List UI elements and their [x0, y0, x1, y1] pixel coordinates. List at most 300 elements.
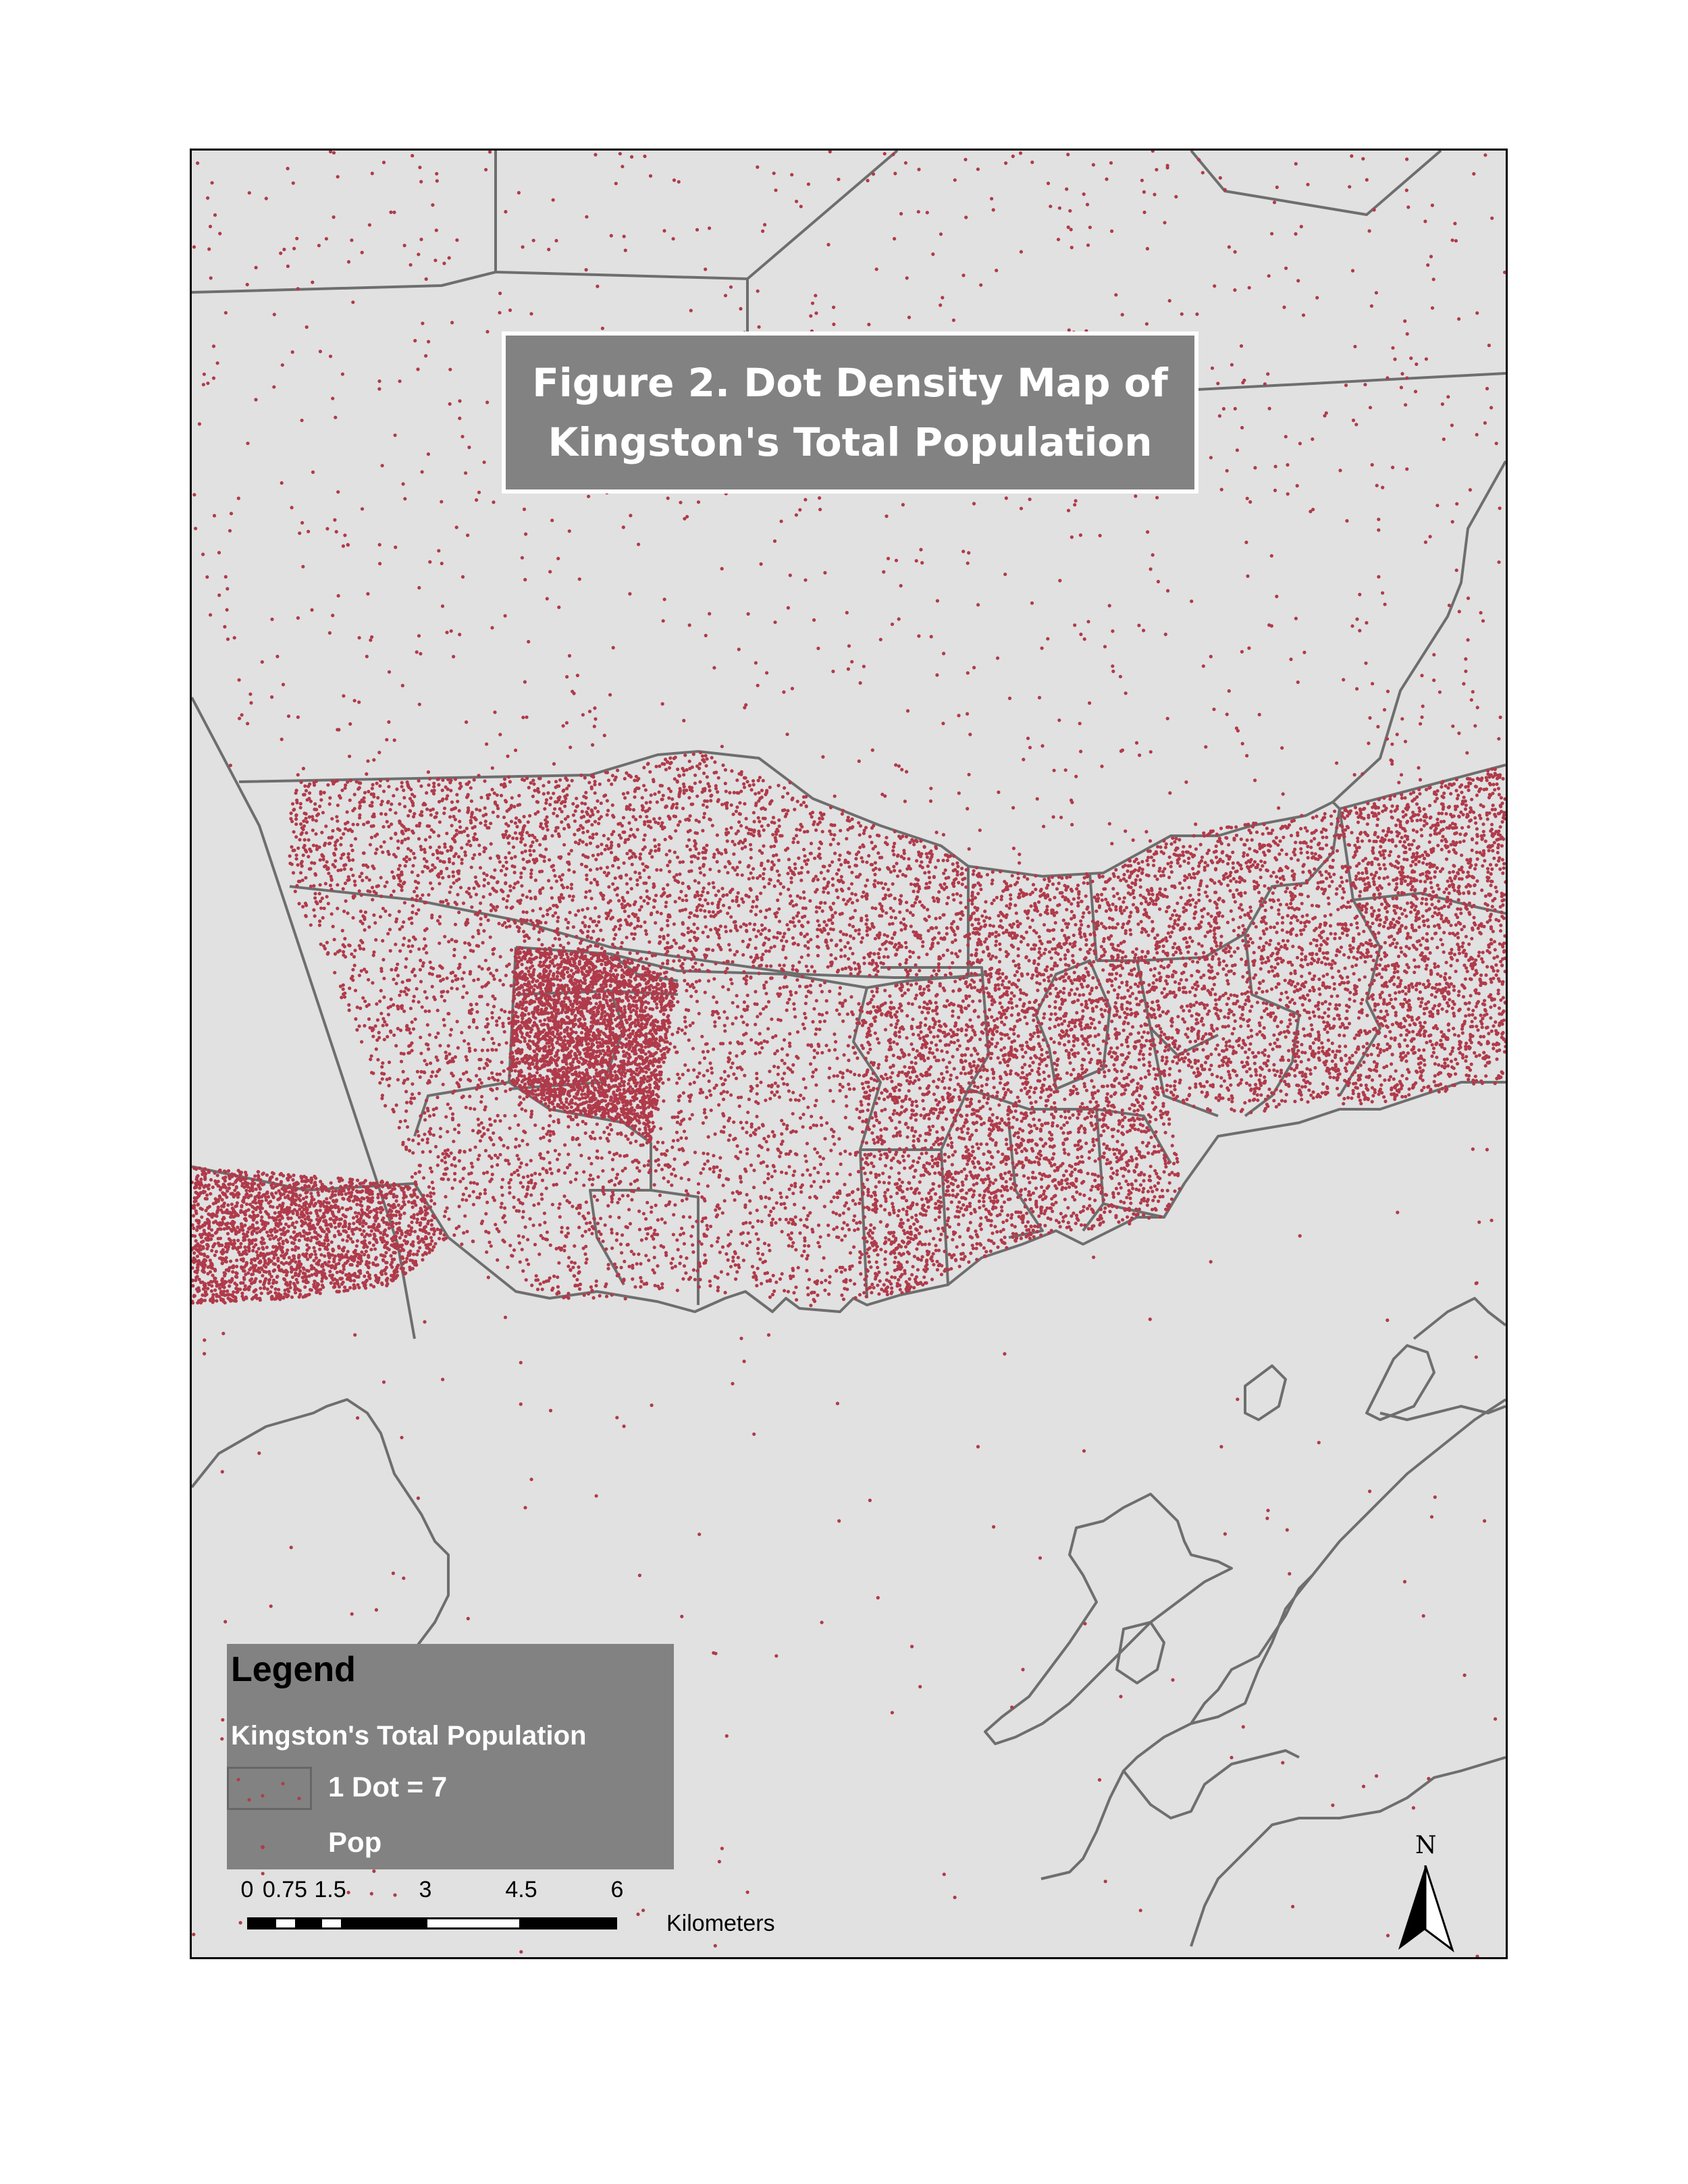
population-dot: [448, 815, 452, 818]
population-dot: [679, 501, 682, 504]
population-dot: [452, 874, 455, 878]
population-dot: [541, 1287, 544, 1291]
population-dot: [764, 927, 767, 930]
shoreline: [1124, 1751, 1299, 1818]
population-dot: [1242, 379, 1246, 382]
population-dot: [959, 901, 962, 905]
population-dot: [460, 846, 463, 849]
population-dot: [822, 877, 826, 880]
population-dot: [656, 801, 659, 804]
population-dot: [799, 823, 802, 826]
population-dot: [699, 1171, 702, 1175]
population-dot: [313, 897, 317, 900]
population-dot: [731, 1259, 735, 1262]
population-dot: [292, 849, 295, 852]
population-dot: [325, 941, 329, 944]
population-dot: [770, 868, 773, 871]
population-dot: [905, 946, 908, 949]
population-dot: [302, 820, 305, 823]
population-dot: [809, 1062, 812, 1065]
population-dot: [681, 1199, 684, 1202]
population-dot: [351, 300, 354, 304]
population-dot: [654, 820, 657, 824]
population-dot: [302, 767, 305, 770]
population-dot: [226, 637, 230, 641]
population-dot: [706, 775, 709, 778]
population-dot: [843, 945, 847, 949]
population-dot: [664, 901, 668, 904]
population-dot: [401, 980, 404, 984]
population-dot: [1309, 510, 1312, 513]
population-dot: [321, 811, 325, 814]
population-dot: [950, 951, 953, 955]
population-dot: [964, 885, 968, 888]
population-dot: [897, 617, 901, 620]
population-dot: [1352, 419, 1355, 422]
population-dot: [332, 215, 336, 219]
population-dot: [498, 292, 502, 295]
population-dot: [864, 884, 867, 888]
population-dot: [1414, 390, 1417, 393]
population-dot: [633, 915, 637, 918]
population-dot: [352, 823, 355, 826]
population-dot: [346, 821, 349, 824]
population-dot: [726, 960, 729, 963]
population-dot: [440, 500, 443, 504]
population-dot: [706, 1152, 710, 1156]
population-dot: [302, 853, 305, 857]
population-dot: [708, 612, 711, 616]
population-dot: [374, 851, 377, 855]
population-dot: [450, 808, 453, 811]
population-dot: [666, 883, 669, 886]
population-dot: [860, 1100, 863, 1103]
population-dot: [1110, 842, 1113, 845]
population-dot: [704, 857, 707, 860]
population-dot: [747, 1231, 750, 1235]
population-dot: [246, 722, 249, 725]
population-dot: [385, 880, 388, 884]
population-dot: [1151, 553, 1155, 556]
population-dot: [761, 1252, 764, 1256]
population-dot: [575, 1031, 578, 1034]
population-dot: [516, 880, 519, 884]
population-dot: [552, 1183, 556, 1187]
population-dot: [288, 854, 292, 857]
population-dot: [693, 774, 697, 777]
population-dot: [295, 789, 298, 792]
population-dot: [371, 981, 374, 984]
population-dot: [945, 853, 949, 857]
population-dot: [658, 935, 662, 938]
population-dot: [325, 237, 328, 240]
population-dot: [449, 885, 452, 888]
population-dot: [1253, 778, 1257, 782]
population-dot: [438, 1044, 442, 1047]
population-dot: [1376, 725, 1379, 728]
population-dot: [405, 855, 408, 859]
population-dot: [695, 818, 698, 822]
population-dot: [371, 864, 374, 868]
population-dot: [546, 828, 550, 832]
population-dot: [540, 943, 544, 947]
population-dot: [681, 860, 685, 863]
population-dot: [693, 855, 697, 858]
population-dot: [1070, 535, 1074, 539]
population-dot: [457, 878, 460, 881]
population-dot: [847, 1044, 850, 1047]
population-dot: [957, 791, 961, 795]
population-dot: [863, 961, 866, 965]
population-dot: [862, 956, 866, 959]
population-dot: [907, 316, 911, 319]
population-dot: [827, 1292, 830, 1296]
population-dot: [568, 529, 571, 533]
population-dot: [361, 250, 364, 254]
population-dot: [735, 1077, 738, 1080]
population-dot: [887, 888, 890, 891]
population-dot: [944, 868, 947, 872]
population-dot: [889, 907, 893, 910]
population-dot: [1275, 186, 1279, 189]
population-dot: [519, 876, 523, 879]
population-dot: [340, 853, 344, 857]
population-dot: [336, 883, 339, 886]
population-dot: [1057, 718, 1061, 722]
population-dot: [523, 824, 526, 828]
population-dot: [381, 800, 384, 803]
population-dot: [473, 832, 477, 836]
population-dot: [459, 886, 463, 889]
population-dot: [616, 1201, 619, 1204]
population-dot: [408, 917, 411, 920]
population-dot: [424, 1009, 427, 1013]
population-dot: [596, 1222, 600, 1225]
population-dot: [758, 797, 762, 800]
population-dot: [710, 902, 714, 905]
population-dot: [594, 1284, 598, 1287]
population-dot: [623, 1260, 626, 1263]
population-dot: [458, 633, 461, 636]
population-dot: [635, 883, 639, 886]
population-dot: [948, 966, 951, 969]
population-dot: [749, 1163, 753, 1167]
population-dot: [481, 1048, 484, 1052]
population-dot: [744, 703, 747, 707]
population-dot: [841, 809, 845, 812]
population-dot: [254, 398, 257, 401]
population-dot: [300, 521, 304, 525]
population-dot: [738, 861, 741, 864]
population-dot: [623, 861, 626, 865]
population-dot: [290, 506, 294, 509]
population-dot: [579, 1283, 582, 1286]
population-dot: [1267, 274, 1271, 277]
population-dot: [417, 824, 421, 828]
population-dot: [419, 652, 422, 656]
population-dot: [517, 803, 520, 807]
population-dot: [450, 824, 454, 827]
population-dot: [589, 1162, 593, 1165]
population-dot: [428, 972, 431, 976]
population-dot: [704, 925, 708, 928]
population-dot: [1464, 658, 1467, 661]
population-dot: [787, 1090, 791, 1093]
population-dot: [1235, 726, 1238, 730]
population-dot: [756, 1219, 760, 1223]
population-dot: [811, 1230, 814, 1233]
population-dot: [782, 935, 785, 938]
population-dot: [334, 841, 338, 844]
population-dot: [440, 870, 443, 873]
population-dot: [531, 834, 534, 837]
population-dot: [871, 749, 874, 752]
population-dot: [458, 1078, 462, 1082]
population-dot: [835, 944, 838, 947]
population-dot: [397, 876, 400, 880]
population-dot: [323, 791, 326, 794]
population-dot: [743, 1074, 746, 1077]
population-dot: [290, 845, 293, 849]
population-dot: [567, 862, 571, 865]
population-dot: [523, 815, 526, 818]
population-dot: [888, 922, 891, 926]
population-dot: [820, 1269, 824, 1272]
population-dot: [809, 1304, 812, 1307]
population-dot: [525, 1163, 528, 1167]
population-dot: [524, 1225, 527, 1229]
population-dot: [427, 340, 430, 344]
population-dot: [751, 867, 755, 870]
population-dot: [1390, 762, 1394, 766]
population-dot: [300, 860, 304, 863]
population-dot: [494, 1048, 498, 1052]
population-dot: [402, 789, 405, 792]
population-dot: [602, 1131, 606, 1134]
population-dot: [913, 883, 916, 886]
population-dot: [791, 1070, 794, 1073]
population-dot: [629, 514, 632, 517]
population-dot: [783, 1289, 786, 1292]
population-dot: [851, 901, 854, 905]
population-dot: [528, 849, 531, 852]
population-dot: [714, 784, 718, 787]
population-dot: [697, 968, 701, 971]
population-dot: [621, 941, 624, 944]
population-dot: [697, 852, 701, 855]
population-dot: [567, 868, 571, 872]
population-dot: [379, 803, 383, 806]
population-dot: [899, 212, 903, 215]
population-dot: [631, 815, 635, 818]
population-dot: [379, 989, 383, 992]
population-dot: [1036, 797, 1039, 801]
population-dot: [741, 953, 745, 957]
population-dot: [456, 1046, 460, 1050]
population-dot: [1233, 288, 1236, 292]
population-dot: [760, 963, 763, 967]
population-dot: [676, 855, 679, 859]
boundary-line: [747, 151, 897, 279]
population-dot: [660, 821, 664, 824]
population-dot: [255, 266, 258, 269]
population-dot: [585, 1221, 588, 1225]
population-dot: [610, 1179, 613, 1182]
population-dot: [296, 287, 300, 290]
population-dot: [741, 841, 745, 845]
population-dot: [637, 543, 640, 546]
population-dot: [632, 808, 635, 811]
population-dot: [628, 923, 631, 926]
population-dot: [496, 881, 499, 884]
population-dot: [1070, 801, 1074, 804]
population-dot: [381, 1094, 384, 1097]
population-dot: [1155, 168, 1158, 171]
population-dot: [421, 321, 424, 325]
population-dot: [319, 858, 322, 861]
population-dot: [502, 836, 505, 839]
population-dot: [585, 890, 588, 894]
population-dot: [1432, 277, 1435, 281]
population-dot: [203, 373, 206, 376]
population-dot: [858, 1256, 862, 1259]
population-dot: [675, 806, 679, 809]
population-dot: [735, 994, 739, 997]
population-dot: [891, 882, 895, 886]
population-dot: [995, 269, 998, 272]
population-dot: [847, 667, 850, 670]
population-dot: [872, 926, 875, 929]
population-dot: [545, 798, 548, 801]
population-dot: [594, 780, 597, 783]
population-dot: [755, 935, 758, 938]
population-dot: [654, 1204, 658, 1207]
population-dot: [621, 1233, 624, 1237]
population-dot: [1284, 435, 1288, 438]
population-dot: [228, 529, 232, 533]
population-dot: [889, 870, 893, 874]
population-dot: [292, 247, 296, 250]
population-dot: [682, 1215, 685, 1219]
population-dot: [566, 815, 570, 818]
population-dot: [1370, 304, 1373, 308]
population-dot: [490, 1165, 494, 1168]
population-dot: [560, 1226, 564, 1229]
population-dot: [683, 971, 686, 974]
population-dot: [1266, 372, 1269, 375]
population-dot: [392, 853, 396, 856]
population-dot: [850, 871, 853, 874]
population-dot: [865, 929, 868, 932]
population-dot: [782, 691, 785, 694]
population-dot: [1462, 682, 1465, 685]
population-dot: [490, 1037, 494, 1040]
population-dot: [1018, 853, 1021, 856]
population-dot: [708, 910, 711, 913]
population-dot: [689, 1234, 693, 1237]
population-dot: [329, 884, 332, 887]
population-dot: [786, 1083, 789, 1086]
population-dot: [417, 908, 420, 911]
population-dot: [835, 1057, 839, 1060]
population-dot: [610, 234, 613, 238]
population-dot: [729, 1041, 732, 1044]
population-dot: [508, 1088, 512, 1091]
population-dot: [814, 311, 818, 315]
population-dot: [795, 969, 799, 972]
population-dot: [1489, 406, 1493, 409]
population-dot: [1325, 411, 1328, 415]
population-dot: [858, 1202, 861, 1205]
population-dot: [353, 883, 357, 886]
population-dot: [743, 1050, 746, 1053]
population-dot: [811, 1020, 814, 1023]
population-dot: [481, 967, 484, 970]
population-dot: [637, 1210, 641, 1213]
population-dot: [661, 702, 664, 705]
population-dot: [408, 809, 412, 812]
population-dot: [307, 855, 310, 858]
population-dot: [616, 886, 619, 890]
population-dot: [480, 994, 483, 998]
population-dot: [606, 799, 609, 803]
population-dot: [666, 941, 669, 944]
population-dot: [683, 1242, 686, 1246]
population-dot: [789, 1098, 792, 1102]
population-dot: [900, 928, 903, 932]
population-dot: [1375, 291, 1378, 294]
population-dot: [965, 868, 968, 872]
population-dot: [383, 1020, 386, 1023]
population-dot: [484, 1149, 487, 1152]
population-dot: [732, 853, 735, 856]
population-dot: [692, 986, 695, 989]
population-dot: [776, 1049, 779, 1053]
population-dot: [525, 716, 528, 719]
population-dot: [377, 388, 381, 391]
population-dot: [828, 1089, 832, 1092]
population-dot: [646, 762, 650, 766]
population-dot: [654, 921, 657, 924]
population-dot: [934, 926, 938, 930]
population-dot: [745, 817, 748, 820]
population-dot: [901, 834, 904, 838]
population-dot: [1391, 346, 1394, 350]
population-dot: [400, 888, 404, 892]
population-dot: [411, 1082, 414, 1086]
population-dot: [806, 1293, 810, 1296]
population-dot: [697, 1240, 701, 1244]
population-dot: [857, 821, 860, 824]
population-dot: [704, 851, 707, 854]
population-dot: [291, 802, 294, 805]
population-dot: [1405, 376, 1408, 379]
population-dot: [877, 936, 880, 939]
population-dot: [813, 820, 816, 824]
population-dot: [508, 1127, 511, 1130]
population-dot: [566, 926, 569, 930]
population-dot: [446, 849, 449, 853]
population-dot: [406, 1125, 409, 1129]
population-dot: [323, 865, 326, 868]
population-dot: [809, 314, 812, 317]
population-dot: [469, 787, 473, 790]
population-dot: [617, 845, 621, 848]
population-dot: [400, 785, 404, 789]
population-dot: [715, 1001, 718, 1004]
population-dot: [723, 1030, 727, 1033]
population-dot: [765, 671, 768, 674]
